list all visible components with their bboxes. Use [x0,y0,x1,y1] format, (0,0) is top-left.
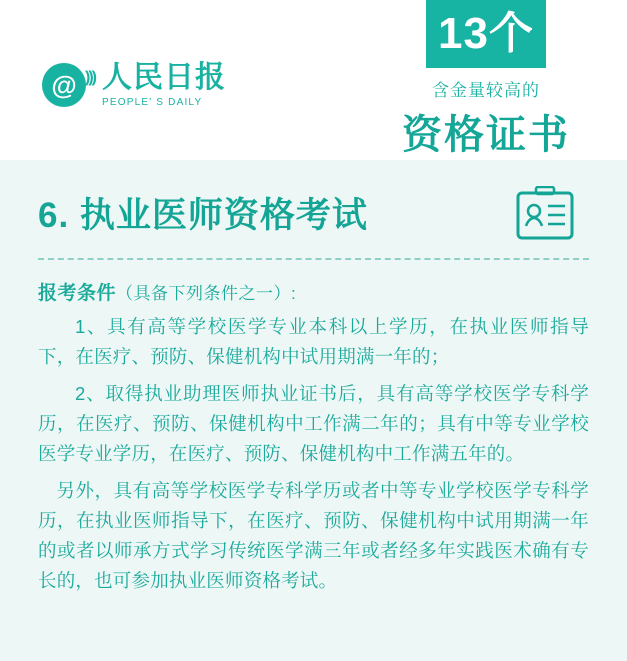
badge-block [381,0,591,160]
brand-name-cn: 人民日报 [102,61,226,94]
requirement-item-2: 2、取得执业助理医师执业证书后，具有高等学校医学专科学历，在医疗、预防、保健机构中工作满二年的；具有中等专业学校医学专业学历，在医疗、预防、保健机构中工作满五年的。 [38,383,589,464]
brand-logo [42,62,226,108]
badge-main-title: 资格证书 [402,113,570,157]
requirements-label: 报考条件 [38,283,117,304]
brand-text [102,62,226,108]
signal-waves-icon: ))) [85,69,95,86]
at-sign-icon [42,63,95,107]
at-sign-glyph: @ [51,69,77,100]
requirement-item-1: 1、具有高等学校医学专业本科以上学历，在执业医师指导下，在医疗、预防、保健机构中试用期满一年的； [38,316,589,367]
requirements-heading [38,278,589,305]
brand-name-en: PEOPLE' S DAILY [102,97,203,108]
certificate-icon [515,186,575,240]
badge-count: 13个 [426,0,546,68]
page-title: 6. 执业医师资格考试 [38,196,368,235]
section-title-row [38,186,589,240]
content-card [0,160,627,661]
requirements-note: （具备下列条件之一）: [116,284,297,303]
badge-subtitle: 含金量较高的 [432,81,540,100]
dashed-divider [38,258,589,260]
poster-header [0,0,627,160]
requirement-item-3: 另外，具有高等学校医学专科学历或者中等专业学校医学专科学历，在执业医师指导下，在医疗、预防、保健机构中试用期满一年的或者以师承方式学习传统医学满三年或者经多年实践医术确有专长的，也可参加执业医师资格考试。 [38,480,589,591]
